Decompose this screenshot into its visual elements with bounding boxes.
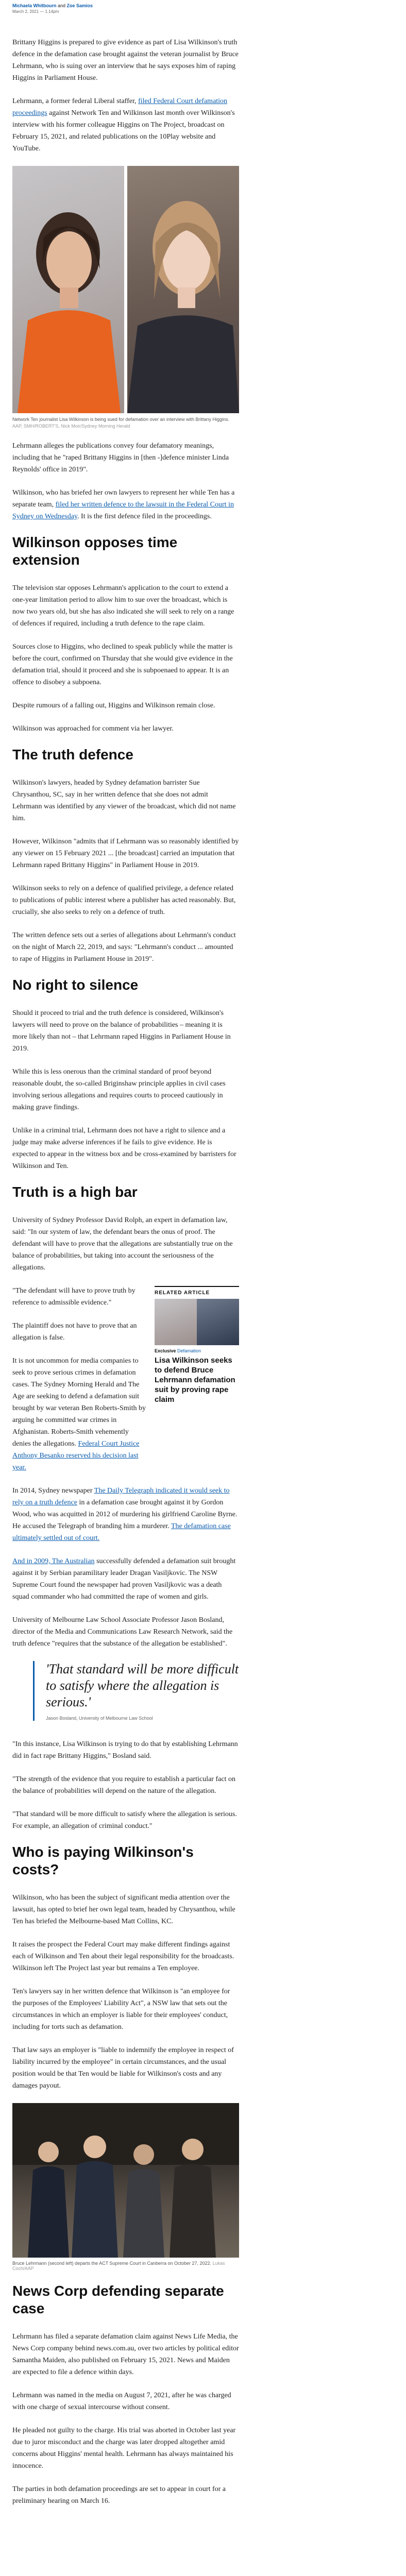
defence-filed-link[interactable]: filed her written defence to the lawsuit in the Federal Court in Sydney on Wednesday (12, 501, 234, 520)
s1-paragraph: Wilkinson was approached for comment via her lawyer. (12, 725, 174, 733)
intro-text-tail: against Network Ten and Wilkinson last month over Wilkinson's interview with his former colleague Higgins on The Project, broadcast on February 15, 2021, and related publications on the 10Play website and YouTube. (12, 109, 235, 152)
s4-tail-paragraph: "That standard will be more difficult to satisfy where the allegation is serious. For example, an allegation of criminal conduct." (12, 1810, 237, 1830)
s4-intro-paragraph: University of Sydney Professor David Rolph, an expert in defamation law, said: "In our system of law, the defendant bears the onus of proof. The defendant will have to prove that the allegations are substantially true on the balance of probabilities, but taking into account the seriousness of the allegations. (12, 1216, 233, 1272)
portrait-illustration-2 (127, 166, 239, 413)
paragraph-defence-filed (12, 487, 239, 522)
court-photo-illustration (12, 2103, 239, 2258)
besanko-link[interactable]: Federal Court Justice Anthony Besanko reserved his decision last year. (12, 1440, 140, 1471)
s5-paragraph: It raises the prospect the Federal Court may make different findings against each of Wilkinson and Ten about their legal responsibility for the broadcasts. Wilkinson left The Project last year but remains a Ten employee. (12, 1941, 234, 1972)
section-heading-time-extension: Wilkinson opposes time extension (12, 534, 178, 568)
s4-paragraph-telegraph (12, 1485, 239, 1544)
s3-paragraph: Should it proceed to trial and the truth defence is considered, Wilkinson's lawyers will need to prove on the balance of probabilities – meaning it is more likely than not – that Lehrmann raped Higgins in Parliament House in 2019. (12, 1009, 231, 1053)
caption-credit: Lukas Coch/AAP (12, 2261, 225, 2271)
s6-paragraph: He pleaded not guilty to the charge. His trial was aborted in October last year due to juror misconduct and the charge was later dropped altogether amid concerns about Higgins' mental health. Lehrmann has always maintained his innocence. (12, 2427, 236, 2470)
s1-paragraph: Sources close to Higgins, who declined to speak publicly while the matter is before the court, confirmed on Thursday that she would give evidence in the defamation trial, should it proceed and she is subpoenaed to appear. It is an offence to disobey a subpoena. (12, 643, 233, 686)
author-link-1[interactable]: Michaela Whitbourn (12, 3, 57, 8)
settled-link[interactable]: The defamation case ultimately settled out of court. (12, 1522, 231, 1542)
section-heading-costs: Who is paying Wilkinson's costs? (12, 1844, 194, 1877)
s2-paragraph: However, Wilkinson "admits that if Lehrmann was so reasonably identified by any viewer on 15 February 2021 ... [the broadcast] carried an imputation that Lehrmann raped Brittany Higgins" in Parliament House in 2019. (12, 838, 239, 869)
s2-paragraph: The written defence sets out a series of allegations about Lehrmann's conduct on the night of March 22, 2019, and says: "Lehrmann's conduct ... amounted to rape of Higgins in Parliament House in 2019". (12, 931, 236, 963)
related-thumbnail[interactable] (155, 1299, 239, 1345)
s3-paragraph: Unlike in a criminal trial, Lehrmann does not have a right to silence and a judge may make adverse inferences if he fails to give evidence. He is expected to appear in the witness box and be cross-examined by barristers for Wilkinson and Ten. (12, 1127, 236, 1170)
section-heading-high-bar: Truth is a high bar (12, 1184, 138, 1200)
photo-lisa-wilkinson (12, 166, 124, 413)
lead-photo (12, 166, 239, 413)
section-heading-news-corp: News Corp defending separate case (12, 2283, 224, 2316)
pull-quote (33, 1661, 239, 1721)
s6-paragraph: Lehrmann has filed a separate defamation claim against News Life Media, the News Corp company behind news.com.au, over two articles by political editor Samantha Maiden, also published on February 15, 2021. News and Maiden are expected to file a defence within days. (12, 2333, 239, 2376)
s4-paragraph: "The defendant will have to prove truth by reference to admissible evidence." (12, 1287, 136, 1307)
s4-paragraph-australian (12, 1555, 239, 1603)
author-link-2[interactable]: Zoe Samios (66, 3, 93, 8)
byline (12, 0, 239, 8)
caption-credit: AAP, SMH/ROBERT'S, Nick Moir/Sydney Morning Herald (12, 423, 130, 429)
publish-date: March 2, 2021 — 1.14pm (12, 9, 59, 14)
court-photo (12, 2103, 239, 2258)
s4-tail-paragraph: "The strength of the evidence that you require to establish a particular fact on the balance of probabilities will depend on the nature of the allegation. (12, 1775, 235, 1795)
s4-paragraph-bosland: University of Melbourne Law School Associate Professor Jason Bosland, director of the Media and Communications Law Research Network, said the truth defence "requires that the substance of the allegation be established". (12, 1616, 233, 1648)
s3-paragraph: While this is less onerous than the criminal standard of proof beyond reasonable doubt, the so-called Briginshaw principle applies in civil cases involving serious allegations and requires courts to proceed cautiously in making grave findings. (12, 1068, 226, 1111)
s4-tail-paragraph: "In this instance, Lisa Wilkinson is trying to do that by establishing Lehrmann did in fact rape Brittany Higgins," Bosland said. (12, 1740, 238, 1760)
pull-quote-source: Jason Bosland, University of Melbourne Law School (46, 1716, 153, 1721)
related-headline: Lisa Wilkinson seeks to defend Bruce Lehrmann defamation suit by proving rape claim (155, 1356, 235, 1404)
article-column (12, 0, 239, 2507)
para-text-tail: . It is the first defence filed in the proceedings. (77, 513, 212, 520)
pull-quote-text: 'That standard will be more difficult to satisfy where the allegation is serious.' (46, 1662, 239, 1709)
s5-paragraph: That law says an employer is "liable to indemnify the employee in respect of liability incurred by the employee" in certain circumstances, and the usual position would be that Ten would be liable for Wilkinson's costs and any damages payout. (12, 2046, 234, 2090)
s6-paragraph: Lehrmann was named in the media on August 7, 2021, after he was charged with one charge of sexual intercourse without consent. (12, 2392, 231, 2411)
related-category-exclusive: Exclusive (155, 1348, 176, 1353)
section-heading-truth-defence: The truth defence (12, 747, 133, 762)
related-category-topic: Defamation (177, 1348, 201, 1353)
australian-link[interactable]: And in 2009, The Australian (12, 1557, 95, 1565)
caption-text: Bruce Lehrmann (second left) departs the ACT Supreme Court in Canberra on October 27, 2022. (12, 2261, 212, 2266)
para-text-middle: in a defamation case brought against it by Gordon Wood, who was acquitted in 2012 of murdering his girlfriend Caroline Byrne. He accused the Telegraph of branding him a murderer. (12, 1499, 238, 1530)
para-text: It is not uncommon for media companies to seek to prove serious crimes in defamation cases. The Sydney Morning Herald and The Age are seeking to defend a defamation suit brought by war veteran Ben Roberts-Smith by arguing he committed war crimes in Afghanistan. Roberts-Smith vehemently denies the allegations. (12, 1357, 146, 1448)
s2-paragraph: Wilkinson seeks to rely on a defence of qualified privilege, a defence related to publications of public interest where a publisher has acted reasonably. But, crucially, she also seeks to rely on a defence of truth. (12, 885, 236, 916)
s2-paragraph: Wilkinson's lawyers, headed by Sydney defamation barrister Sue Chrysanthou, SC, say in her written defence that she does not admit Lehrmann was identified by any viewer of the broadcast, which did not name him. (12, 779, 236, 822)
intro-paragraph-1: Brittany Higgins is prepared to give evidence as part of Lisa Wilkinson's truth defence in the defamation case brought against the veteran journalist by Bruce Lehrmann, who is suing over an interview that he says exposes him of raping Higgins in Parliament House. (12, 39, 239, 82)
court-photo-caption (12, 2261, 239, 2271)
s5-paragraph: Wilkinson, who has been the subject of significant media attention over the lawsuit, has opted to brief her own legal team, headed by Chrysanthou, while Ten has briefed the Melbourne-based Matt Collins, KC. (12, 1894, 235, 1925)
photo-brittany-higgins (127, 166, 239, 413)
telegraph-truth-link[interactable]: The Daily Telegraph indicated it would seek to rely on a truth defence (12, 1487, 230, 1506)
s1-paragraph: Despite rumours of a falling out, Higgins and Wilkinson remain close. (12, 702, 215, 709)
related-article-wrap (12, 1285, 239, 1485)
portrait-illustration (12, 166, 124, 413)
s5-paragraph: Ten's lawyers say in her written defence that Wilkinson is "an employee for the purposes of the Employees' Liability Act", a NSW law that sets out the circumstances in which an employer is liable for their employees' conduct, including for torts such as defamation. (12, 1988, 230, 2031)
related-headline-link[interactable] (155, 1355, 239, 1404)
s6-paragraph: The parties in both defamation proceedings are set to appear in court for a preliminary hearing on March 16. (12, 2485, 226, 2505)
caption-text: Network Ten journalist Lisa Wilkinson is being sued for defamation over an interview with Brittany Higgins. (12, 417, 230, 422)
wrapped-paragraphs (12, 1285, 146, 1485)
s4-paragraph: The plaintiff does not have to prove that an allegation is false. (12, 1322, 137, 1342)
section-heading-right-to-silence: No right to silence (12, 977, 139, 993)
proceedings-link[interactable]: filed Federal Court defamation proceedings (12, 97, 228, 117)
para-text: Wilkinson, who has briefed her own lawyers to represent her while Ten has a separate team, (12, 489, 235, 509)
intro-paragraph-2 (12, 95, 239, 155)
related-category (155, 1348, 239, 1353)
para-text: In 2014, Sydney newspaper (12, 1487, 94, 1495)
related-label: RELATED ARTICLE (155, 1286, 239, 1296)
para-text: successfully defended a defamation suit brought against it by Serbian paramilitary leader Dragan Vasiljkovic. The NSW Supreme Court found the newspaper had proven Vasiljkovic was a death squad commander who had committed the rape of women and girls. (12, 1557, 236, 1601)
lead-photo-caption (12, 416, 239, 430)
intro-text: Lehrmann, a former federal Liberal staffer, (12, 97, 139, 105)
byline-conjunction: and (56, 3, 67, 8)
s4-paragraph (12, 1355, 146, 1473)
s1-paragraph: The television star opposes Lehrmann's application to the court to extend a one-year limitation period to allow him to sue over the broadcast, which is now two years old, but she has also indicated she will seek to rely on a range of defences if required, including a truth defence to the rape claim. (12, 584, 234, 628)
related-article-card[interactable] (155, 1285, 239, 1485)
paragraph-meanings: Lehrmann alleges the publications convey four defamatory meanings, including that he "raped Brittany Higgins in [then -]defence minister Linda Reynolds' office in 2019". (12, 442, 229, 473)
